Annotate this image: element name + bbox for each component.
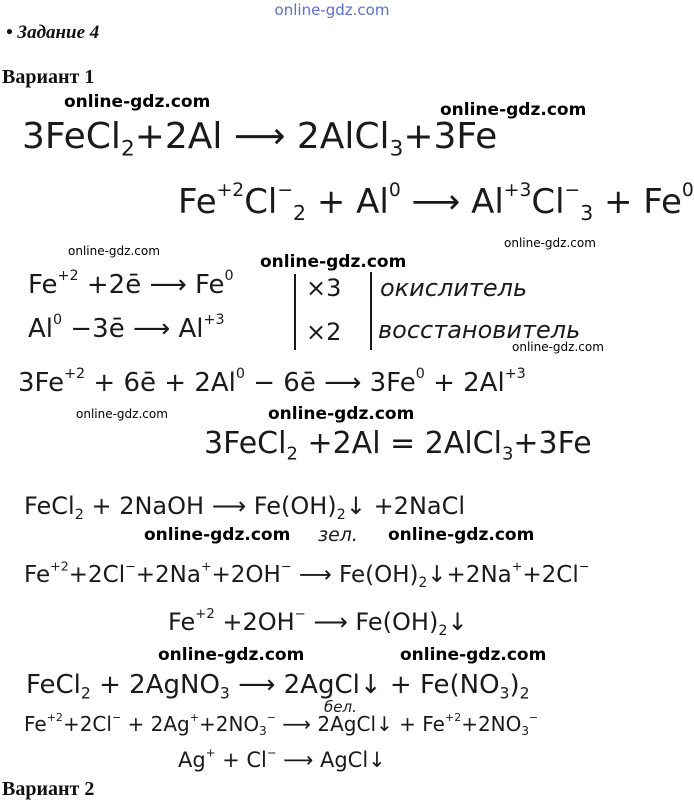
equation-2-oxidation-states: $Fe^{+2}Cl^-_2 + Al^0$ ⟶ $Al^{+3}Cl^-_3 + Fe^0$ [178,180,694,226]
divider [294,274,296,350]
task-title: • Задание 4 [6,22,100,43]
watermark: online-gdz.com [144,525,291,545]
equation-8-molecular: FeCl$_2$ + 2AgNO$_3$ ⟶ 2AgCl↓ + $Fe(NO_3)_2$ [26,670,530,703]
watermark: online-gdz.com [268,404,415,424]
watermark: online-gdz.com [440,100,587,120]
watermark: online-gdz.com [260,252,407,272]
watermark: online-gdz.com [400,645,547,665]
watermark: online-gdz.com [388,525,535,545]
watermark: online-gdz.com [64,92,211,112]
watermark: online-gdz.com [512,340,604,354]
divider [370,272,372,350]
coefficient-1: ×3 [306,274,342,302]
watermark: online-gdz.com [68,244,160,258]
equation-10-short-ionic: Ag+ + Cl− ⟶ AgCl↓ [178,745,386,772]
note-white: бел. [324,698,357,716]
coefficient-2: ×2 [306,318,342,346]
equation-6-full-ionic: $Fe^{+2}+2Cl^-+2Na^++2OH^-$ ⟶ $Fe(OH)_2↓+2Na^++2Cl^-$ [24,558,590,591]
next-variant-title: Вариант 2 [2,778,95,800]
watermark: online-gdz.com [158,645,305,665]
variant-title: Вариант 1 [2,66,95,88]
half-reaction-reduction: $Fe^{+2}$ +2ē ⟶ Fe$^0$ [28,268,234,300]
top-watermark: online-gdz.com [274,1,390,19]
half-reaction-oxidation: $Al^0$ −3ē ⟶ $Al^{+3}$ [28,312,225,344]
equation-9-full-ionic: $Fe^{+2}+2Cl^- + 2Ag^++2NO_3^-$ ⟶ 2AgCl↓ + $Fe^{+2}+2NO_3^-$ [24,711,539,739]
equation-5-molecular: FeCl$_2$ + 2NaOH ⟶ $Fe(OH)_2↓$ +2NaCl [24,492,466,524]
equation-7-short-ionic: $Fe^{+2} +2OH^-$ ⟶ $Fe(OH)_2↓$ [168,607,468,640]
watermark: online-gdz.com [76,407,168,421]
watermark: online-gdz.com [504,236,596,250]
equation-4-final: 3FeCl$_2$ +2Al = 2AlCl$_3$+3Fe [204,426,592,465]
role-oxidizer: окислитель [380,274,528,302]
equation-3-electron-balance: $3Fe^{+2}$ + 6ē + $2Al^0$ − 6ē ⟶ $3Fe^0 + 2Al^{+3}$ [18,366,526,398]
role-reducer: восстановитель [378,316,581,344]
equation-1: 3FeCl$_2$+2Al ⟶ 2AlCl$_3$+3Fe [22,116,498,162]
note-green: зел. [318,524,358,546]
